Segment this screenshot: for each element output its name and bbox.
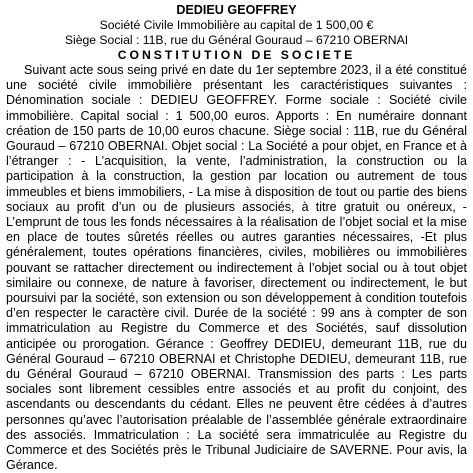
company-capital-line: Société Civile Immobilière au capital de 1 500,00 € [99,18,374,32]
registered-office-line: Siège Social : 11B, rue du Général Gouraud – 67210 OBERNAI [64,33,409,47]
notice-header [6,3,467,63]
notice-body: Suivant acte sous seing privé en date du 1er septembre 2023, il a été constitué une société civile immobilière présentant les caractéristiques suivantes : Dénomination sociale : DEDIEU GEOFFREY. Forme sociale : Société civile immobilière. Capital social : 1 500,00 euros. Apports : En numéraire donnant création de 150 parts de 10,00 euros chacune. Siège social : 11B, rue du Général Gouraud – 67210 OBERNAI. Objet social : La Société a pour objet, en France et à l’étranger : - L’acquisition, la vente, l’administration, la construction ou la participation à la construction, la gestion par location ou autrement de tous immeubles et biens immobiliers, - La mise à disposition de tout ou partie des biens sociaux au profit d’un ou de plusieurs associés, à titre gratuit ou onéreux, - L’emprunt de tous les fonds nécessaires à la réalisation de l’objet social et la mise en place de toutes sûretés réelles ou autres garanties nécessaires, -Et plus généralement, toutes opérations financières, civiles, mobilières ou immobilières pouvant se rattacher directement ou indirectement à l’objet social ou à tout objet similaire ou connexe, de nature à favoriser, directement ou indirectement, le but poursuivi par la société, son extension ou son développement à condition toutefois d’en respecter le caractère civil. Durée de la société : 99 ans à compter de son immatriculation au Registre du Commerce et des Sociétés, sauf dissolution anticipée ou prorogation. Gérance : Geoffrey DEDIEU, demeurant 11B, rue du Général Gouraud – 67210 OBERNAI et Christophe DEDIEU, demeurant 11B, rue du Général Gouraud – 67210 OBERNAI. Transmission des parts : Les parts sociales sont librement cessibles entre associés et au profit du conjoint, des ascendants ou descendants du cédant. Elles ne peuvent être cédées à d’autres personnes qu’avec l’autorisation préalable de l’assemblée générale extraordinaire des associés. Immatriculation : La société sera immatriculée au Registre du Commerce et des Sociétés près le Tribunal Judiciaire de SAVERNE. Pour avis, la Gérance. [6,63,467,473]
section-heading: CONSTITUTION DE SOCIETE [117,48,356,62]
legal-notice [6,0,467,473]
company-name-title: DEDIEU GEOFFREY [176,3,297,17]
